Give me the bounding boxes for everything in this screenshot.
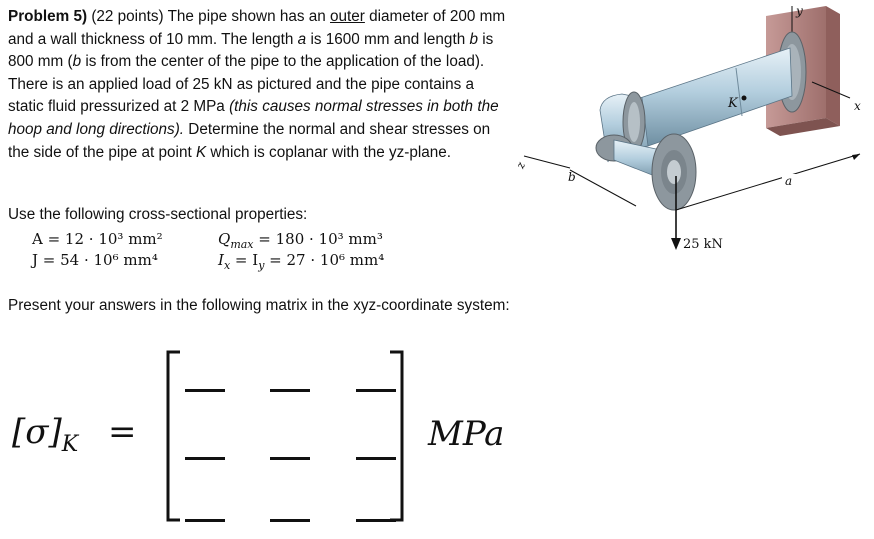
problem-text: Determine the normal and shear stresses on the side of the pipe at point <box>8 120 491 161</box>
problem-statement <box>8 6 506 164</box>
answer-blank-xz[interactable] <box>356 389 396 392</box>
problem-label: Problem 5) <box>8 8 88 25</box>
pipe-figure <box>510 0 874 270</box>
point-K-marker <box>742 96 747 101</box>
answer-blank-zx[interactable] <box>185 519 225 522</box>
x-axis-label: x <box>854 99 861 113</box>
var-b: b <box>72 53 82 71</box>
answer-blank-yz[interactable] <box>356 457 396 460</box>
italic-note: (this causes normal stresses in both the hoop and long directions). <box>8 98 499 138</box>
properties-intro: Use the following cross-sectional properties: <box>8 206 308 223</box>
problem-text: diameter of 200 mm and a wall thickness of 10 mm. The length <box>8 8 506 48</box>
sigma-bracket: [σ] <box>12 412 62 452</box>
dimension-b <box>570 170 636 206</box>
property-I <box>218 251 384 272</box>
present-instruction: Present your answers in the following matrix in the xyz-coordinate system: <box>8 297 510 314</box>
unit-label: MPa <box>428 414 505 454</box>
problem-text: The pipe shown has an <box>167 8 326 25</box>
iy-sub: y <box>258 259 265 272</box>
load-label: 25 kN <box>683 237 723 252</box>
i-symbol: I <box>218 251 224 269</box>
q-sub: max <box>230 238 254 251</box>
problem-points: (22 points) <box>91 8 164 25</box>
problem-text: is 1600 mm and length <box>310 30 466 48</box>
matrix-lhs <box>12 412 78 457</box>
property-A: A = 12 · 10³ mm² <box>32 230 163 248</box>
outer-underlined: outer <box>330 8 365 25</box>
q-symbol: Q <box>218 230 231 248</box>
i-eq: = I <box>230 251 259 269</box>
answer-blank-yx[interactable] <box>185 457 225 460</box>
main-pipe <box>640 48 792 146</box>
right-bracket <box>390 352 402 520</box>
answer-blank-yy[interactable] <box>270 457 310 460</box>
equals-sign: = <box>108 412 137 452</box>
z-axis <box>524 156 570 168</box>
z-axis-label: z <box>513 160 528 171</box>
problem-text: is 800 mm ( <box>8 30 494 71</box>
problem-text: which is coplanar with the yz-plane. <box>210 143 452 161</box>
answer-blank-zy[interactable] <box>270 519 310 522</box>
answer-blank-xx[interactable] <box>185 389 225 392</box>
dimension-a <box>676 154 860 210</box>
answer-blank-zz[interactable] <box>356 519 396 522</box>
matrix-brackets <box>150 348 420 528</box>
dimension-a-label: a <box>785 174 793 188</box>
left-bracket <box>168 352 180 520</box>
problem-text: is from the center of the pipe to the application of the load). There is an applied load of 25 kN as pictured and the pipe contains a static fluid pressurized at 2 MPa <box>8 53 485 116</box>
load-arrowhead <box>671 238 681 250</box>
i-value: = 27 · 10⁶ mm⁴ <box>264 251 385 269</box>
point-K-label: K <box>728 96 738 111</box>
ix-sub: x <box>223 259 231 272</box>
q-value: = 180 · 10³ mm³ <box>253 230 383 248</box>
var-K: K <box>195 143 207 161</box>
sigma-subscript: K <box>61 432 79 457</box>
var-b: b <box>469 30 478 48</box>
y-axis-label: y <box>796 4 803 18</box>
dimension-b-label: b <box>568 170 576 184</box>
property-Q <box>218 230 383 251</box>
var-a: a <box>297 30 307 48</box>
property-J: J = 54 · 10⁶ mm⁴ <box>32 251 158 269</box>
answer-blank-xy[interactable] <box>270 389 310 392</box>
